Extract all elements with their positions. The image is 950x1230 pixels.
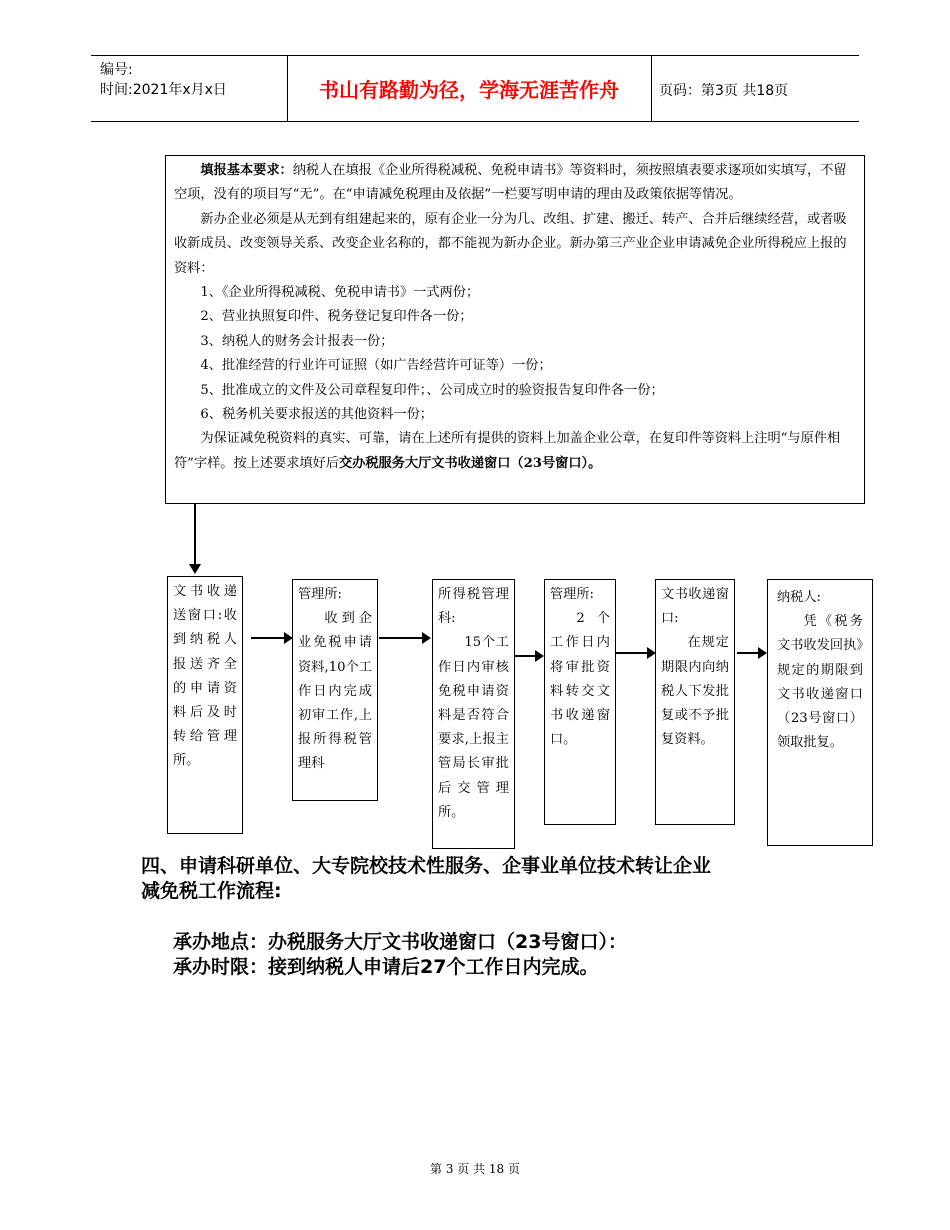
requirement-item: 5、批准成立的文件及公司章程复印件；、公司成立时的验资报告复印件各一份；: [200, 382, 664, 398]
requirements-closing: [174, 427, 856, 476]
page-footer: 第 3 页 共 18 页: [430, 1162, 520, 1176]
flow-step-head: 所得税管理科:: [438, 587, 509, 627]
requirements-lead-text: 纳税人在填报《企业所得税减税、免税申请书》等资料时，须按照填表要求逐项如实填写，不留空项，没有的项目写“无”。在“申请减免税理由及依据”一栏要写明申请的理由及政策依据等情况。: [174, 163, 847, 203]
document-time: 时间:2021年x月x日: [100, 82, 227, 98]
section-title: [141, 854, 711, 904]
closing-text: 为保证减免税资料的真实、可靠，请在上述所有提供的资料上加盖企业公章，在复印件等资料上注明“与原件相符”字样。按上述要求填好后: [174, 431, 841, 471]
section-title-line: 四、申请科研单位、大专院校技术性服务、企事业单位技术转让企业: [141, 855, 712, 877]
flow-step-window-receive: [167, 576, 243, 834]
flow-step-head: 管理所:: [550, 587, 595, 602]
flow-down-arrowhead: [189, 564, 201, 574]
flow-down-line: [194, 504, 196, 566]
requirements-lead: 填报基本要求：: [200, 163, 293, 178]
header-divider-right: [651, 55, 652, 122]
flow-arrow-5: [737, 652, 765, 654]
requirement-item: 6、税务机关要求报送的其他资料一份；: [200, 407, 433, 423]
requirement-item: 4、批准经营的行业许可证照（如广告经营许可证等）一份；: [200, 358, 552, 374]
closing-bold: 交办税服务大厅文书收递窗口（23号窗口）。: [339, 455, 602, 471]
header-page-info: 页码：第3页 共18页: [659, 83, 789, 99]
requirement-item: 3、纳税人的财务会计报表一份；: [200, 333, 394, 349]
flow-step-body: 收到企业免税申请资料,10个工作日内完成初审工作,上报所得税管理科: [298, 611, 372, 772]
new-enterprise-paragraph: 新办企业必须是从无到有组建起来的，原有企业一分为几、改组、扩建、搬迁、转产、合并后继续经营，或者吸收新成员、改变领导关系、改变企业名称的，都不能视为新办企业。新办第三产业企业申请减免企业所得税应上报的资料：: [174, 211, 847, 276]
section-title-line: 减免税工作流程:: [141, 880, 282, 902]
flow-step-body: 在规定期限内向纳税人下发批复或不予批复资料。: [661, 635, 729, 748]
requirement-item: 1、《企业所得税减税、免税申请书》一式两份；: [200, 285, 480, 301]
header-motto: 书山有路勤为径，学海无涯苦作舟: [319, 78, 619, 102]
flow-step-head: 纳税人:: [777, 590, 822, 605]
section-time-limit: 承办时限：接到纳税人申请后27个工作日内完成。: [173, 956, 599, 978]
section-info: [173, 930, 627, 980]
header-meta: [100, 60, 227, 100]
requirement-item: 2、营业执照复印件、税务登记复印件各一份；: [200, 309, 473, 325]
requirements-box: [165, 155, 865, 504]
header-divider-left: [287, 55, 288, 122]
flow-step-window-issue: [655, 579, 735, 825]
flow-arrow-1: [251, 637, 291, 639]
flow-arrow-3: [515, 655, 542, 657]
flow-step-body: 15个工作日内审核免税申请资料是否符合要求,上报主管局长审批后交管理所。: [438, 635, 509, 820]
flow-step-management-office-approval: [544, 579, 616, 825]
flow-step-income-tax-section: [432, 579, 515, 849]
flow-arrow-4: [616, 652, 654, 654]
flow-arrow-2: [379, 637, 429, 639]
flow-step-body: 2个工作日内将审批资料转交文书收递窗口。: [550, 611, 610, 748]
flow-step-head: 文书收递窗口:: [661, 587, 729, 627]
section-location: 承办地点：办税服务大厅文书收递窗口（23号窗口）：: [173, 931, 627, 953]
flow-step-taxpayer: [767, 579, 873, 846]
document-number: 编号:: [100, 62, 133, 78]
flow-step-body: 文书收递送窗口:收到纳税人报送齐全的申请资料后及时转给管理所。: [173, 584, 237, 769]
requirements-intro: [174, 159, 856, 208]
flow-step-management-office: [292, 579, 378, 801]
flow-step-head: 管理所:: [298, 587, 343, 602]
flow-step-body: 凭《税务文书收发回执》规定的期限到文书收递窗口（23号窗口）领取批复。: [777, 614, 863, 751]
